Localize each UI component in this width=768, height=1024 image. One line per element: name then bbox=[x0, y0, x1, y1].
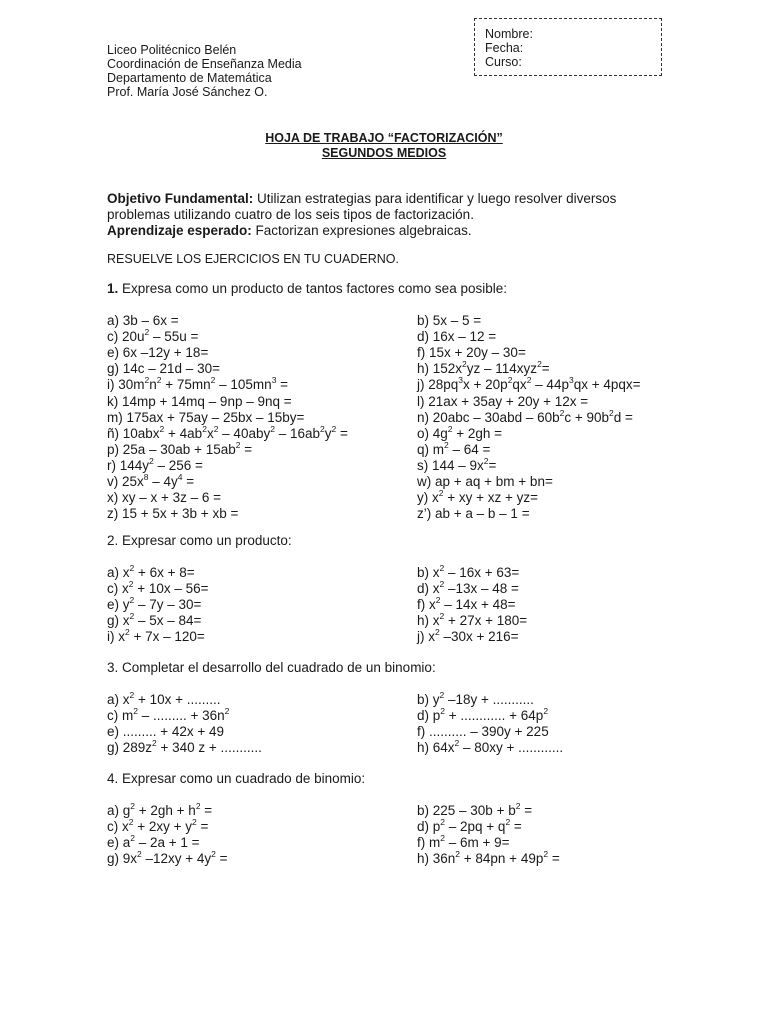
exercise-item: i) $x^2 + 7x - 120=$ bbox=[107, 627, 205, 644]
exercise-item: f) 15x + 20y – 30= bbox=[417, 345, 526, 361]
exercise-item: g) $9x^2$ $-12xy + 4y^2$ = bbox=[107, 849, 228, 866]
exercise-item: m) 175ax + 75ay – 25bx – 15by= bbox=[107, 409, 305, 425]
learning-text: Factorizan expresiones algebraicas. bbox=[251, 223, 472, 238]
exercise-item: h) $36n^2 + 84pn + 49p^2$ = bbox=[417, 849, 560, 866]
exercise-item: c) $x^2 + 2xy + y^2$ = bbox=[107, 817, 209, 834]
section3-heading: 3. Completar el desarrollo del cuadrado de un binomio: bbox=[107, 660, 436, 675]
exercise-item: a) 3b – 6x = bbox=[107, 313, 179, 328]
exercise-item: x) xy – x + 3z – 6 = bbox=[107, 490, 222, 506]
objective-text-1: Utilizan estrategias para identificar y luego resolver diversos bbox=[253, 191, 617, 206]
exercise-item: z) 15 + 5x + 3b + xb = bbox=[107, 506, 239, 522]
teacher: Prof. María José Sánchez O. bbox=[107, 85, 268, 99]
exercise-item: c) $m^2$ – ......... + $36n^2$ bbox=[107, 706, 230, 723]
exercise-item: c) $20u^2 - 55u$ = bbox=[107, 327, 199, 345]
exercise-item: e) ......... + 42x + 49 bbox=[107, 724, 225, 739]
exercise-item: ñ) $10abx^2 + 4ab^2x^2 - 40aby^2 - 16ab^2y^2$ = bbox=[107, 423, 348, 441]
exercise-item: a) $x^2 + 10x$ + ......... bbox=[107, 690, 221, 707]
exercise-item: n) $20abc - 30abd - 60b^2c + 90b^2d$ = bbox=[417, 407, 633, 425]
worksheet-title: HOJA DE TRABAJO “FACTORIZACIÓN” bbox=[265, 131, 503, 145]
exercise-item: g) 14c – 21d – 30= bbox=[107, 361, 220, 377]
course-label: Curso: bbox=[485, 55, 522, 69]
section1-number: 1. bbox=[107, 281, 119, 296]
department: Departamento de Matemática bbox=[107, 71, 272, 85]
date-label: Fecha: bbox=[485, 41, 524, 55]
worksheet-subtitle: SEGUNDOS MEDIOS bbox=[321, 146, 447, 160]
exercise-item: j) $x^2$ –30x + 216= bbox=[417, 627, 519, 644]
exercise-item: p) $25a - 30ab + 15ab^2$ = bbox=[107, 439, 253, 457]
exercise-item: d) 16x – 12 = bbox=[417, 329, 497, 345]
section1-heading-text: Expresa como un producto de tantos factores como sea posible: bbox=[118, 281, 507, 296]
objective-block bbox=[107, 191, 667, 239]
exercise-item: v) $25x^8 - 4y^4$ = bbox=[107, 472, 195, 489]
exercise-item: b) $x^2 - 16x + 63=$ bbox=[417, 563, 520, 580]
coordination: Coordinación de Enseñanza Media bbox=[107, 57, 302, 71]
objective-label: Objetivo Fundamental: bbox=[107, 191, 254, 206]
exercise-item: e) $y^2 - 7y - 30=$ bbox=[107, 595, 202, 612]
instruction: RESUELVE LOS EJERCICIOS EN TU CUADERNO. bbox=[107, 252, 399, 266]
exercise-item: j) $28pq^3x + 20p^2qx^2 - 44p^3qx + 4pqx=$ bbox=[417, 375, 641, 393]
section4-heading: 4. Expresar como un cuadrado de binomio: bbox=[107, 771, 366, 786]
exercise-item: a) $x^2 + 6x + 8=$ bbox=[107, 563, 195, 580]
exercise-item: d) $p^2$ + ............ + $64p^2$ bbox=[417, 706, 549, 723]
exercise-item: b) 5x – 5 = bbox=[417, 313, 482, 328]
name-label: Nombre: bbox=[485, 27, 533, 41]
exercise-item: h) $64x^2 - 80xy$ + ............ bbox=[417, 738, 564, 755]
exercise-item: y) $x^2$ + xy + xz + yz= bbox=[417, 488, 539, 506]
exercise-item: e) $a^2 - 2a + 1$ = bbox=[107, 833, 200, 850]
exercise-item: z’) ab + a – b – 1 = bbox=[417, 506, 530, 522]
exercise-item: d) $p^2 - 2pq + q^2$ = bbox=[417, 817, 522, 834]
section2-heading: 2. Expresar como un producto: bbox=[107, 533, 292, 548]
exercise-item: s) $144 - 9x^2=$ bbox=[417, 455, 497, 473]
school-name: Liceo Politécnico Belén bbox=[107, 43, 237, 57]
exercise-item: q) $m^2 - 64$ = bbox=[417, 439, 491, 457]
exercise-item: w) ap + aq + bm + bn= bbox=[417, 474, 553, 489]
exercise-item: i) $30m^2n^2 + 75mn^2 - 105mn^3$ = bbox=[107, 375, 289, 393]
section1-heading bbox=[107, 281, 507, 297]
exercise-item: e) 6x –12y + 18= bbox=[107, 345, 209, 361]
exercise-item: b) $y^2$ –18y + ........... bbox=[417, 690, 534, 707]
exercise-item: f) $x^2 - 14x + 48=$ bbox=[417, 595, 516, 612]
exercise-item: k) 14mp + 14mq – 9np – 9nq = bbox=[107, 393, 292, 409]
exercise-item: h) $x^2 + 27x + 180=$ bbox=[417, 611, 528, 628]
exercise-item: g) $x^2 - 5x - 84=$ bbox=[107, 611, 202, 628]
exercise-item: h) $152x^2yz - 114xyz^2=$ bbox=[417, 359, 550, 377]
exercise-item: c) $x^2 + 10x - 56=$ bbox=[107, 579, 209, 596]
exercise-item: r) $144y^2 - 256$ = bbox=[107, 455, 203, 473]
exercise-item: a) $g^2 + 2gh + h^2$ = bbox=[107, 801, 213, 818]
exercise-item: l) 21ax + 35ay + 20y + 12x = bbox=[417, 393, 589, 409]
exercise-item: b) $225 - 30b + b^2$ = bbox=[417, 801, 533, 818]
student-info-box bbox=[474, 18, 662, 76]
exercise-item: f) $m^2 - 6m + 9=$ bbox=[417, 833, 510, 850]
objective-text-2: problemas utilizando cuatro de los seis tipos de factorización. bbox=[107, 207, 474, 222]
exercise-item: d) $x^2$ –13x – 48 = bbox=[417, 579, 519, 596]
school-header bbox=[107, 43, 302, 99]
exercise-item: g) $289z^2 + 340$ z + ........... bbox=[107, 738, 262, 755]
exercise-item: f) .......... – 390y + 225 bbox=[417, 724, 549, 739]
learning-label: Aprendizaje esperado: bbox=[107, 223, 252, 238]
exercise-item: o) $4g^2 + 2gh$ = bbox=[417, 423, 503, 441]
